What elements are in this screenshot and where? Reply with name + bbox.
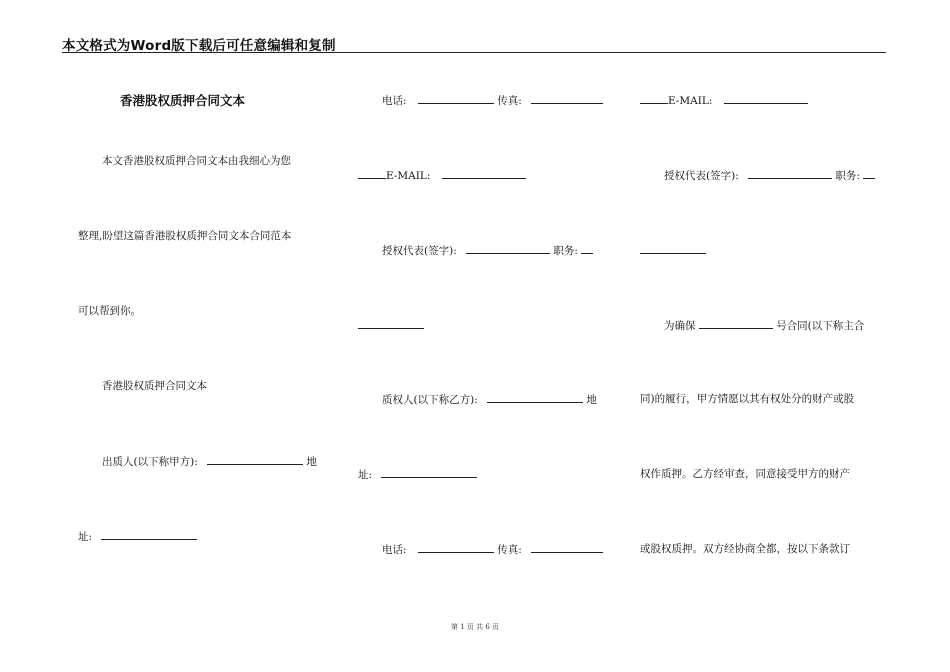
phone-fax-line-2 (382, 542, 603, 557)
position-label: 职务: (553, 245, 578, 257)
paragraph-line-2: 同)的履行，甲方情愿以其有权处分的财产或股 (640, 393, 855, 405)
pledgee-blank (487, 392, 583, 403)
contract-number-suffix: 号合同(以下称主合 (776, 320, 865, 332)
column-2 (358, 0, 608, 672)
email-label-2: E-MAIL: (668, 95, 713, 107)
pledgee-line (382, 392, 597, 407)
rep-blank-2 (748, 168, 832, 179)
pledgor-label: 出质人(以下称甲方): (102, 456, 198, 468)
position-label-2: 职务: (835, 170, 860, 182)
pledgor-blank (207, 454, 303, 465)
phone-blank (418, 93, 494, 104)
position-blank-end-2 (640, 243, 706, 254)
phone-fax-line-1 (382, 93, 603, 108)
pledgee-address-line (358, 467, 477, 482)
fax-label: 传真: (497, 95, 522, 107)
pledgor-line (102, 454, 317, 469)
rep-label-2: 授权代表(签字): (664, 170, 739, 182)
intro-line-1: 本文香港股权质押合同文本由我细心为您 (102, 155, 291, 167)
email-label: E-MAIL: (386, 170, 431, 182)
ensure-label: 为确保 (664, 320, 696, 332)
column-3 (640, 0, 890, 672)
phone-label-2: 电话: (382, 544, 407, 556)
email-line (358, 168, 526, 183)
header-title: 本文格式为Word版下载后可任意编辑和复制 (62, 38, 336, 54)
fax-label-2: 传真: (497, 544, 522, 556)
rep-line-2 (664, 168, 875, 183)
intro-line-3: 可以帮到你。 (78, 305, 141, 317)
main-contract-line (664, 318, 864, 333)
pledgee-address-start: 地 (586, 394, 597, 406)
paragraph-line-4: 或股权质押。双方经协商全都，按以下条款订 (640, 543, 850, 555)
address-label-end: 址: (78, 531, 93, 543)
pledgor-address-blank (101, 529, 197, 540)
pledgee-address-blank (381, 467, 477, 478)
email-lead-blank (358, 168, 386, 179)
position-blank-start-2 (863, 168, 875, 179)
column-1 (78, 0, 328, 672)
pledgor-address-line (78, 529, 197, 544)
document-title: 香港股权质押合同文本 (120, 93, 246, 108)
contract-number-blank (699, 318, 773, 329)
pledgee-address-label: 址: (358, 469, 373, 481)
position-blank-start (581, 243, 593, 254)
rep-line (382, 243, 593, 258)
fax-blank (531, 93, 603, 104)
email-blank-2 (724, 93, 808, 104)
page-footer: 第 1 页 共 6 页 (450, 623, 500, 631)
rep-label: 授权代表(签字): (382, 245, 457, 257)
fax-blank-2 (531, 542, 603, 553)
paragraph-line-3: 权作质押。乙方经审查，同意接受甲方的财产 (640, 468, 850, 480)
address-label-start: 地 (306, 456, 317, 468)
position-continuation-line-2 (640, 243, 706, 258)
rep-blank (466, 243, 550, 254)
position-blank-end (358, 318, 424, 329)
phone-label: 电话: (382, 95, 407, 107)
contract-subtitle: 香港股权质押合同文本 (102, 380, 207, 392)
email-blank (442, 168, 526, 179)
intro-line-2: 整理,盼望这篇香港股权质押合同文本合同范本 (78, 230, 292, 242)
email-lead-blank-2 (640, 93, 668, 104)
position-continuation-line (358, 318, 424, 333)
pledgee-label: 质权人(以下称乙方): (382, 394, 478, 406)
phone-blank-2 (418, 542, 494, 553)
email-line-2 (640, 93, 808, 108)
